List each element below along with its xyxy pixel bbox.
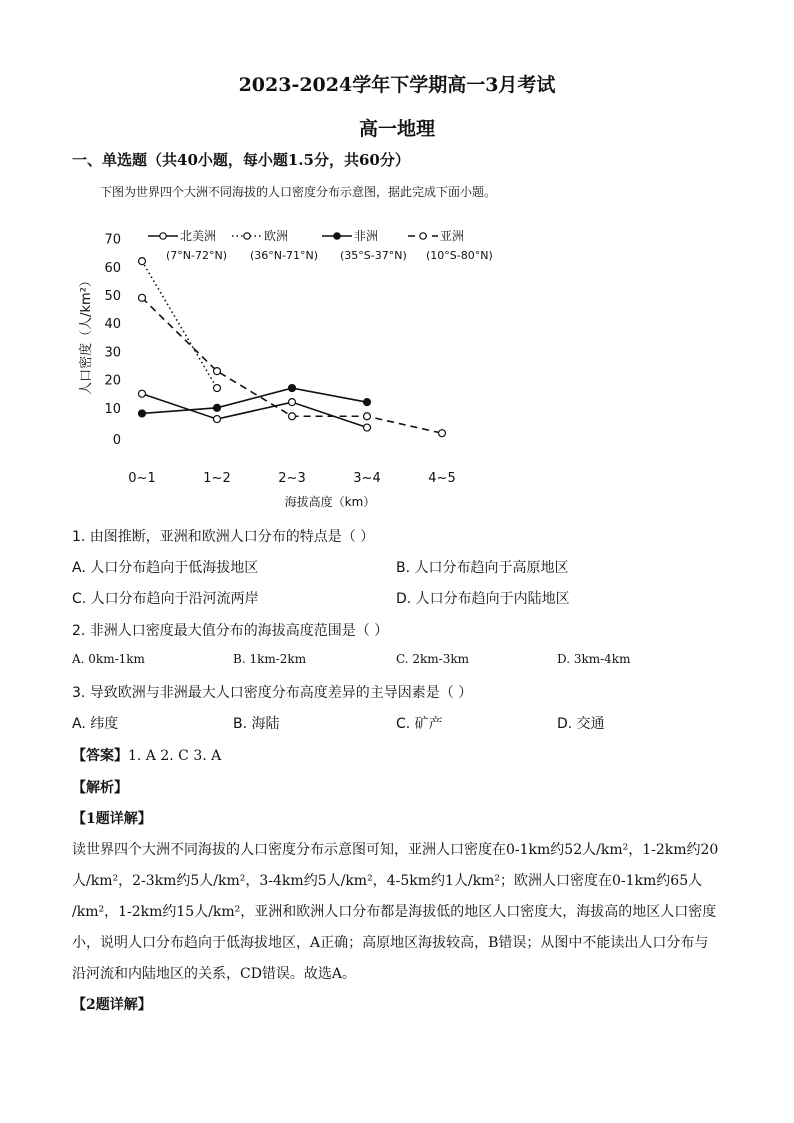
question-2-option-a[interactable]: A. 0km-1km (72, 652, 145, 666)
answer-label: 【答案】 (72, 748, 128, 764)
x-axis-title: 海拔高度（km） (284, 495, 376, 509)
data-point-0 (364, 424, 371, 431)
q1-detail-line-4: 小，说明人口分布趋向于低海拔地区，A正确；高原地区海拔较高，B错误；从图中不能读出人口分布与 (72, 935, 709, 951)
question-3-option-d[interactable]: D. 交通 (557, 716, 605, 732)
data-point-1 (139, 258, 146, 265)
q1-detail-label: 【1题详解】 (72, 811, 152, 827)
subject-title: 高一地理 (358, 118, 435, 140)
x-tick-label: 3~4 (353, 471, 381, 486)
y-tick-label: 10 (104, 401, 121, 417)
question-1-stem: 1. 由图推断，亚洲和欧洲人口分布的特点是（ ） (72, 529, 375, 545)
population-density-chart (70, 215, 530, 515)
legend-label-3: 亚洲 (440, 229, 465, 243)
question-3-option-c[interactable]: C. 矿产 (396, 716, 443, 732)
q1-detail-line-2: 人/km²，2-3km约5人/km²，3-4km约5人/km²，4-5km约1人/km²；欧洲人口密度在0-1km约65人 (72, 873, 703, 889)
data-point-0 (289, 399, 296, 406)
q1-detail-line-1: 读世界四个大洲不同海拔的人口密度分布示意图可知，亚洲人口密度在0-1km约52人/km²，1-2km约20 (72, 842, 719, 858)
q2-detail-label: 【2题详解】 (72, 997, 152, 1013)
data-point-3 (214, 368, 221, 375)
data-point-3 (364, 413, 371, 420)
data-point-2 (214, 404, 221, 411)
legend-range-0: (7°N-72°N) (166, 249, 228, 262)
chart-legend (148, 228, 493, 262)
x-tick-label: 2~3 (278, 471, 306, 486)
question-1-option-d[interactable]: D. 人口分布趋向于内陆地区 (396, 591, 570, 607)
legend-range-2: (35°S-37°N) (340, 249, 407, 262)
x-axis (128, 471, 455, 509)
question-2-option-d[interactable]: D. 3km-4km (557, 652, 631, 666)
question-1-option-c[interactable]: C. 人口分布趋向于沿河流两岸 (72, 591, 259, 607)
data-point-3 (289, 413, 296, 420)
data-point-3 (139, 294, 146, 301)
question-3-option-b[interactable]: B. 海陆 (233, 716, 280, 732)
section-heading: 一、单选题（共40小题，每小题1.5分，共60分） (72, 151, 410, 169)
question-1-option-a[interactable]: A. 人口分布趋向于低海拔地区 (72, 560, 259, 576)
x-tick-label: 4~5 (428, 471, 456, 486)
data-point-3 (439, 430, 446, 437)
y-tick-label: 50 (104, 289, 121, 304)
y-tick-label: 30 (104, 345, 121, 361)
y-axis-title: 人口密度（人/km²） (79, 274, 94, 395)
y-tick-label: 40 (104, 317, 121, 333)
series-line-2 (142, 388, 367, 413)
question-2-stem: 2. 非洲人口密度最大值分布的海拔高度范围是（ ） (72, 623, 389, 639)
exam-title: 2023-2024学年下学期高一3月考试 (238, 74, 556, 96)
chart-series (139, 258, 446, 437)
question-2-option-b[interactable]: B. 1km-2km (233, 652, 307, 666)
legend-marker-0 (160, 233, 166, 239)
data-point-0 (214, 416, 221, 423)
answer-line (72, 745, 221, 765)
y-tick-label: 70 (104, 232, 121, 248)
data-point-2 (364, 399, 371, 406)
x-tick-label: 1~2 (203, 471, 231, 486)
legend-marker-2 (334, 233, 340, 239)
legend-marker-3 (420, 233, 426, 239)
legend-marker-1 (244, 233, 250, 239)
legend-label-0: 北美洲 (180, 229, 217, 243)
y-axis (78, 233, 121, 448)
data-point-2 (139, 410, 146, 417)
question-1-option-b[interactable]: B. 人口分布趋向于高原地区 (396, 560, 569, 576)
q1-detail-line-3: /km²，1-2km约15人/km²，亚洲和欧洲人口分布都是海拔低的地区人口密度大，海拔高的地区人口密度 (72, 904, 717, 920)
series-line-1 (142, 261, 217, 388)
legend-label-2: 非洲 (354, 229, 379, 243)
question-3-stem: 3. 导致欧洲与非洲最大人口密度分布高度差异的主导因素是（ ） (72, 685, 473, 701)
y-tick-label: 60 (104, 260, 121, 276)
analysis-label: 【解析】 (72, 780, 128, 796)
y-tick-label: 0 (112, 433, 121, 448)
legend-range-1: (36°N-71°N) (250, 249, 319, 262)
legend-label-1: 欧洲 (264, 229, 289, 243)
y-tick-label: 20 (104, 373, 121, 389)
question-3-option-a[interactable]: A. 纬度 (72, 716, 119, 732)
chart-intro: 下图为世界四个大洲不同海拔的人口密度分布示意图，据此完成下面小题。 (100, 185, 497, 199)
data-point-0 (139, 390, 146, 397)
legend-range-3: (10°S-80°N) (426, 249, 493, 262)
data-point-1 (214, 385, 221, 392)
question-2-option-c[interactable]: C. 2km-3km (396, 652, 470, 666)
data-point-2 (289, 385, 296, 392)
answer-text: 1. A 2. C 3. A (128, 748, 222, 764)
x-tick-label: 0~1 (128, 471, 156, 486)
q1-detail-line-5: 沿河流和内陆地区的关系，CD错误。故选A。 (72, 966, 357, 982)
